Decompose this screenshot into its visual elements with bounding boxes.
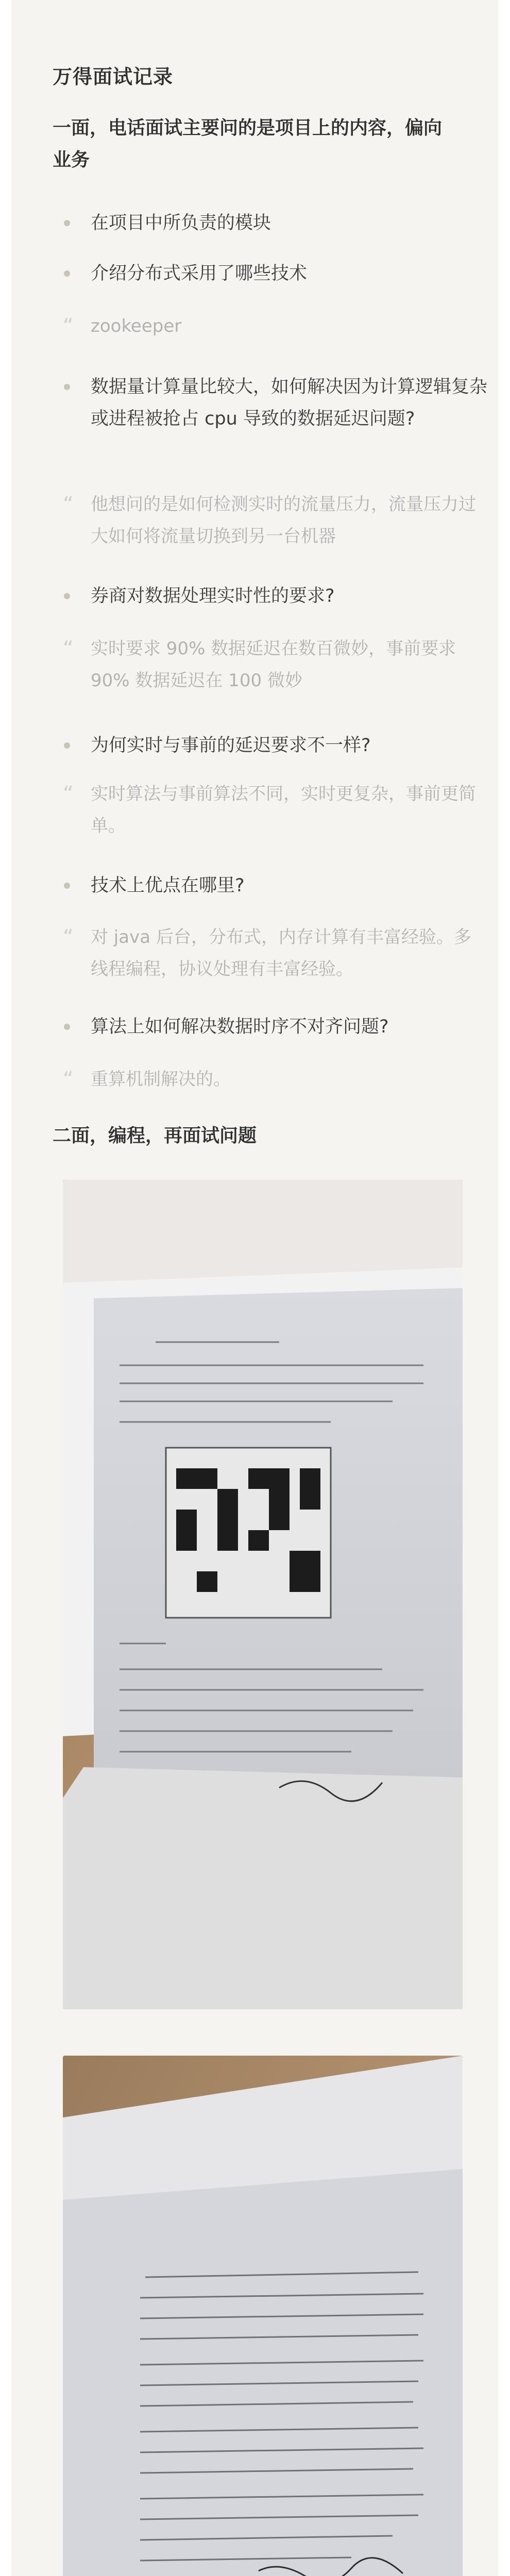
- exam-photo-2-image: [63, 2056, 463, 2576]
- exam-photo-2: [63, 2056, 463, 2576]
- bullet-dot-icon: [64, 1024, 70, 1030]
- section1-heading-line2: 业务: [53, 149, 90, 171]
- quote-icon: “: [63, 493, 74, 516]
- quote-icon: “: [63, 925, 74, 949]
- bullet-dot-icon: [64, 883, 70, 889]
- note-title: 万得面试记录: [53, 65, 174, 88]
- quote-icon: “: [63, 314, 74, 338]
- quote-icon: “: [63, 782, 74, 806]
- quote-icon: “: [63, 637, 74, 660]
- note-content: 万得面试记录 一面，电话面试主要问的是项目上的内容，偏向 业务 在项目中所负责的模块 介绍分布式采用了哪些技术 “ zookeeper 数据量计算量比较大，如何解决因为计算逻辑复杂或进程被抢占 cpu 导致的数据延迟问题? “ 他想问的是如何检测实时的流量压力，流量压力过大如何将流量切换到另一台机器 券商对数据处理实时性的要求? “ 实时要求 90% 数据延迟在数百微妙，事前要求 90% 数据延迟在 100 微妙 为何实时与事前的延迟要求不一样? “ 实时算法与事前算法不同，实时更复杂，事前更简单。 技术上优点在哪里? “ 对 java 后台，分布式，内存计算有丰富经验。多线程编程，协议处理有丰富经验。 算法上如何解决数据时序不对齐问题? “ 重算机制解决的。 二面，编程，再面试问题: [11, 0, 499, 2576]
- bullet-dot-icon: [64, 742, 70, 749]
- bullet-dot-icon: [64, 593, 70, 599]
- bullet-dot-icon: [64, 220, 70, 226]
- section1-heading-line1: 一面，电话面试主要问的是项目上的内容，偏向: [53, 117, 443, 139]
- bullet-dot-icon: [64, 384, 70, 390]
- bullet-dot-icon: [64, 270, 70, 277]
- section1-heading: [53, 112, 465, 176]
- quote-icon: “: [63, 1067, 74, 1091]
- exam-photo-1-image: [63, 1180, 463, 2009]
- section2-heading: 二面，编程，再面试问题: [53, 1125, 257, 1146]
- exam-photo-1: [63, 1180, 463, 2009]
